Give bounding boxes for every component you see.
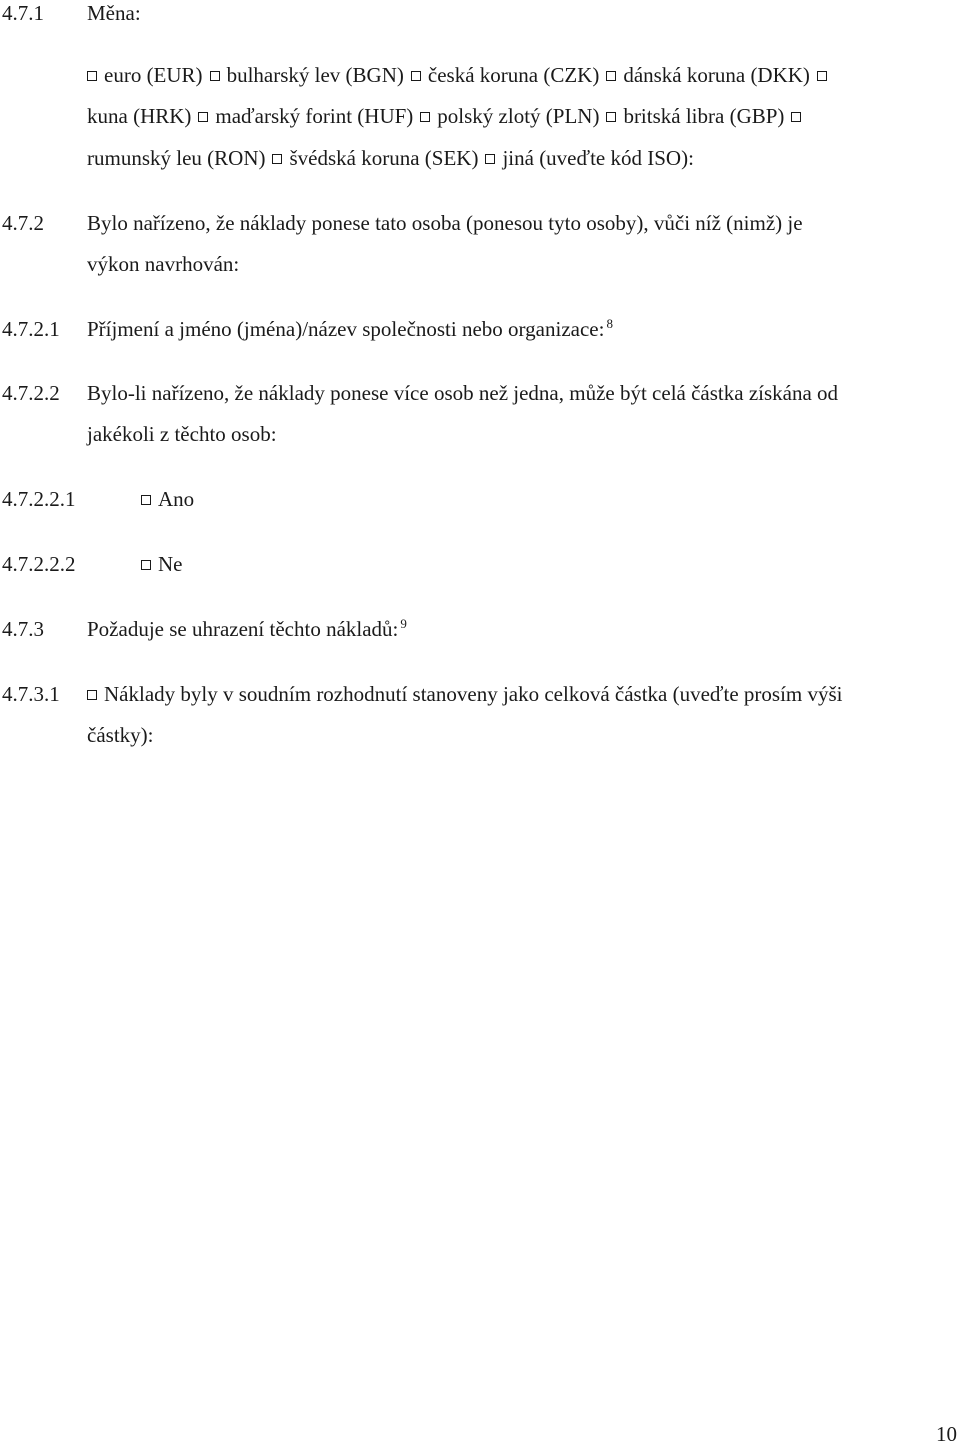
section-number: 4.7.2.2.1 [2,487,76,511]
section-title: Měna: [87,1,141,25]
checkbox-hrk[interactable] [817,71,827,81]
currency-label-ron: rumunský leu (RON) [87,146,266,170]
section-number: 4.7.2.2.2 [2,552,76,576]
checkbox-huf[interactable] [198,112,208,122]
section-text-line1: Náklady byly v soudním rozhodnutí stanoveny jako celková částka (uveďte prosím výši [104,682,843,706]
checkbox-bgn[interactable] [210,71,220,81]
checkbox-no[interactable] [141,560,151,570]
checkbox-ron[interactable] [791,112,801,122]
currency-label-other: jiná (uveďte kód ISO): [502,146,694,170]
section-4-7-3-1-line2: částky): [87,723,154,747]
currency-row-2 [87,103,808,129]
checkbox-czk[interactable] [411,71,421,81]
footnote-ref: 9 [400,616,407,631]
section-number: 4.7.2 [2,211,44,235]
currency-label-huf: maďarský forint (HUF) [215,104,414,128]
currency-label-hrk: kuna (HRK) [87,104,192,128]
section-text: Požaduje se uhrazení těchto nákladů: [87,617,399,641]
option-label-yes: Ano [158,487,195,511]
currency-label-bgn: bulharský lev (BGN) [226,63,404,87]
currency-label-gbp: britská libra (GBP) [623,104,785,128]
section-text-line1: Bylo-li nařízeno, že náklady ponese více osob než jedna, může být celá částka získána od [87,381,839,405]
checkbox-eur[interactable] [87,71,97,81]
section-text-line1: Bylo nařízeno, že náklady ponese tato osoba (ponesou tyto osoby), vůči níž (nimž) je [87,211,803,235]
section-number: 4.7.3 [2,617,44,641]
section-number: 4.7.2.2 [2,381,60,405]
checkbox-pln[interactable] [420,112,430,122]
checkbox-yes[interactable] [141,495,151,505]
checkbox-other[interactable] [485,154,495,164]
currency-label-czk: česká koruna (CZK) [427,63,600,87]
currency-label-dkk: dánská koruna (DKK) [623,63,810,87]
currency-label-eur: euro (EUR) [104,63,203,87]
footnote-ref: 8 [606,316,613,331]
section-number: 4.7.1 [2,1,44,25]
section-number: 4.7.3.1 [2,682,60,706]
page-number: 10 [936,1422,957,1446]
section-4-7-2-2-line2: jakékoli z těchto osob: [87,422,277,446]
checkbox-sek[interactable] [272,154,282,164]
currency-label-pln: polský zlotý (PLN) [437,104,600,128]
currency-row-1 [87,62,834,88]
checkbox-total-amount[interactable] [87,690,97,700]
option-label-no: Ne [158,552,183,576]
checkbox-dkk[interactable] [606,71,616,81]
section-text: Příjmení a jméno (jména)/název společnosti nebo organizace: [87,317,605,341]
section-number: 4.7.2.1 [2,317,60,341]
checkbox-gbp[interactable] [606,112,616,122]
currency-label-sek: švédská koruna (SEK) [289,146,479,170]
section-4-7-2-line2: výkon navrhován: [87,252,240,276]
currency-row-3 [87,145,694,171]
